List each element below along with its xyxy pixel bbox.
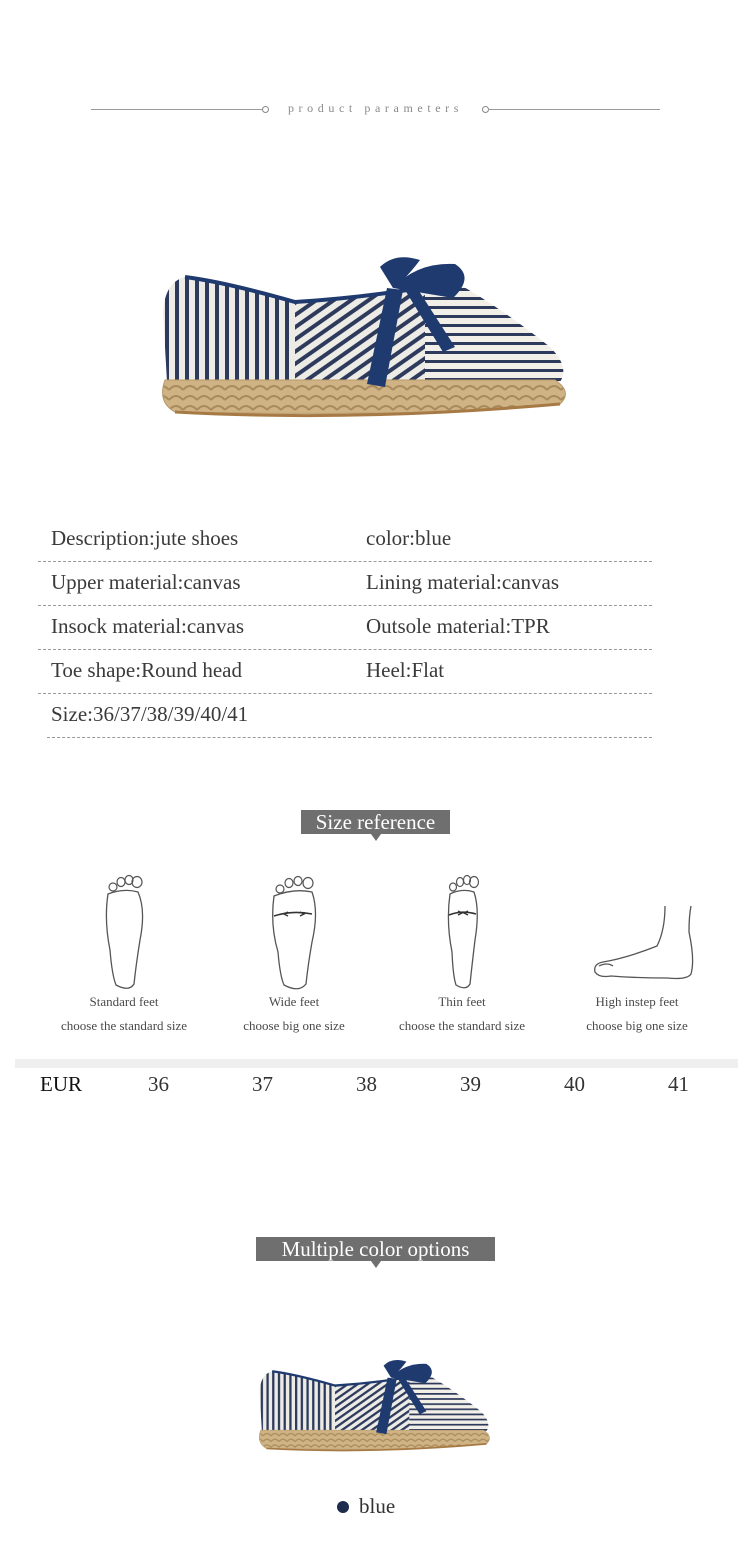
section-title: product parameters [287, 101, 464, 115]
foot-type-label: Wide feet [268, 994, 320, 1009]
color-swatch-dot [337, 1501, 349, 1513]
param-toe-shape: Toe shape:Round head [51, 658, 242, 682]
param-row [38, 606, 652, 650]
thin-foot-icon [432, 870, 492, 990]
high-instep-foot-icon [577, 870, 697, 990]
foot-advice-label: choose big one size [586, 1018, 688, 1033]
param-outsole-material: Outsole material:TPR [366, 614, 550, 638]
foot-wide [214, 870, 374, 1038]
param-row [38, 518, 652, 562]
row-divider [47, 737, 652, 738]
color-options-banner [256, 1237, 495, 1261]
param-size: Size:36/37/38/39/40/41 [51, 702, 249, 726]
foot-high-instep [557, 870, 717, 1038]
param-heel: Heel:Flat [366, 658, 445, 682]
banner-pointer [371, 1261, 381, 1268]
param-lining-material: Lining material:canvas [366, 570, 560, 594]
size-reference-title: Size reference [315, 810, 436, 834]
color-option-image [255, 1357, 495, 1457]
wide-foot-icon [264, 870, 324, 990]
product-image [155, 252, 575, 427]
size-value: 37 [252, 1072, 273, 1096]
size-system-label: EUR [40, 1072, 82, 1096]
divider-line [488, 109, 660, 110]
size-value: 39 [460, 1072, 481, 1096]
param-description: Description:jute shoes [51, 526, 239, 550]
param-upper-material: Upper material:canvas [51, 570, 241, 594]
size-value: 36 [148, 1072, 169, 1096]
foot-advice-label: choose big one size [243, 1018, 345, 1033]
foot-standard [44, 870, 204, 1038]
foot-type-label: High instep feet [595, 994, 679, 1009]
param-row [38, 650, 652, 694]
color-option-label: blue [359, 1494, 396, 1518]
param-color: color:blue [366, 526, 452, 550]
param-insock-material: Insock material:canvas [51, 614, 244, 638]
standard-foot-icon [94, 870, 154, 990]
size-row [0, 1072, 750, 1100]
parameters-table [38, 518, 652, 738]
color-options-title: Multiple color options [281, 1237, 470, 1261]
size-value: 40 [564, 1072, 585, 1096]
foot-advice-label: choose the standard size [399, 1018, 525, 1033]
section-header [91, 101, 660, 119]
size-value: 41 [668, 1072, 689, 1096]
size-value: 38 [356, 1072, 377, 1096]
banner-pointer [371, 834, 381, 841]
foot-advice-label: choose the standard size [61, 1018, 187, 1033]
foot-type-label: Standard feet [89, 994, 159, 1009]
param-row [38, 562, 652, 606]
foot-type-label: Thin feet [438, 994, 486, 1009]
param-row [38, 694, 652, 738]
size-divider-bar [15, 1059, 738, 1068]
size-reference-banner [301, 810, 450, 834]
foot-thin [382, 870, 542, 1038]
